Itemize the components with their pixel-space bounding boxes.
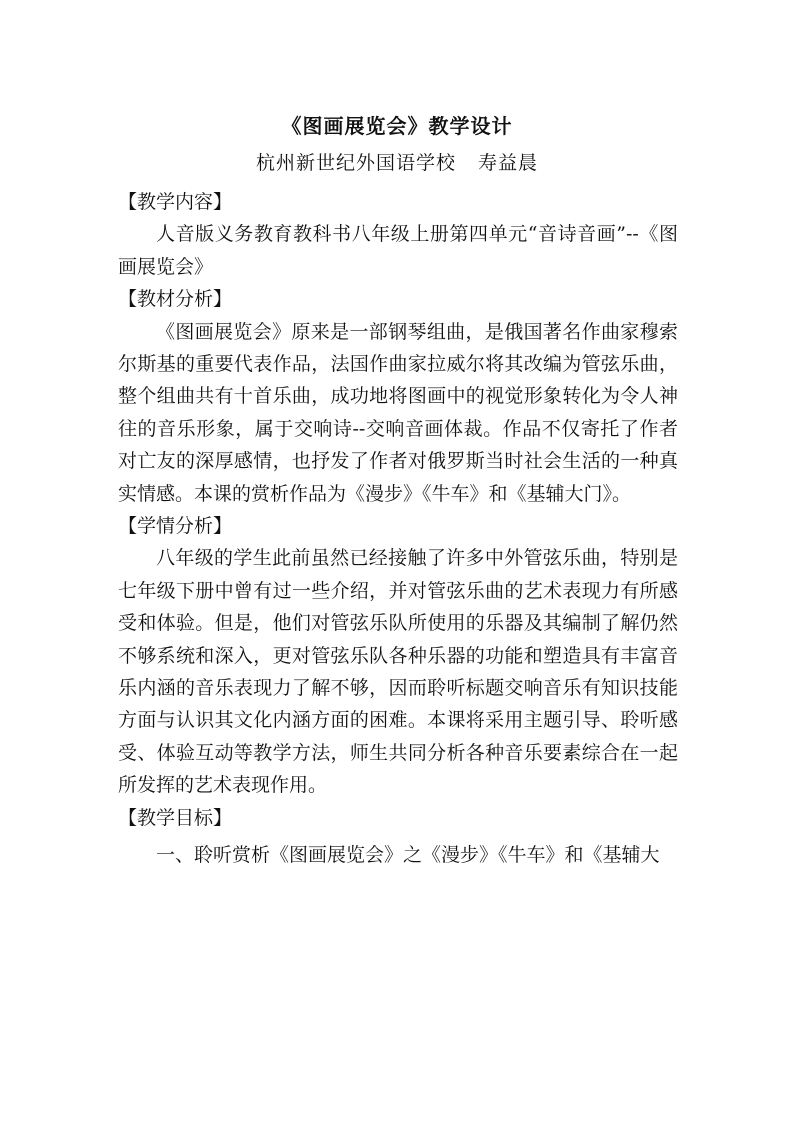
document-title: 《图画展览会》教学设计	[281, 114, 513, 138]
byline	[0, 148, 794, 175]
document-body	[118, 186, 678, 871]
author-name: 寿益晨	[478, 152, 539, 174]
section-text-content: 人音版义务教育教科书八年级上册第四单元“音诗音画”--《图画展览会》	[118, 223, 678, 278]
section-text-students: 八年级的学生此前虽然已经接触了许多中外管弦乐曲，特别是七年级下册中曾有过一些介绍，并对管弦乐曲的艺术表现力有所感受和体验。但是，他们对管弦乐队所使用的乐器及其编制了解仍然不够系统和深入，更对管弦乐队各种乐器的功能和塑造具有丰富音乐内涵的音乐表现力了解不够，因而聆听标题交响音乐有知识技能方面与认识其文化内涵方面的困难。本课将采用主题引导、聆听感受、体验互动等教学方法，师生共同分析各种音乐要素综合在一起所发挥的艺术表现作用。	[118, 547, 678, 797]
section-heading-goals: 【教学目标】	[118, 806, 233, 829]
school-name: 杭州新世纪外国语学校	[255, 152, 456, 174]
section-text-goals: 一、聆听赏析《图画展览会》之《漫步》《牛车》和《基辅大	[156, 843, 660, 866]
section-text-material: 《图画展览会》原来是一部钢琴组曲，是俄国著名作曲家穆索尔斯基的重要代表作品，法国作曲家拉威尔将其改编为管弦乐曲，整个组曲共有十首乐曲，成功地将图画中的视觉形象转化为令人神往的音乐形象，属于交响诗--交响音画体裁。作品不仅寄托了作者对亡友的深厚感情，也抒发了作者对俄罗斯当时社会生活的一种真实情感。本课的赏析作品为《漫步》《牛车》和《基辅大门》。	[118, 320, 678, 505]
section-heading-content: 【教学内容】	[118, 191, 233, 213]
section-heading-students: 【学情分析】	[118, 515, 233, 538]
section-heading-material: 【教材分析】	[118, 288, 233, 311]
